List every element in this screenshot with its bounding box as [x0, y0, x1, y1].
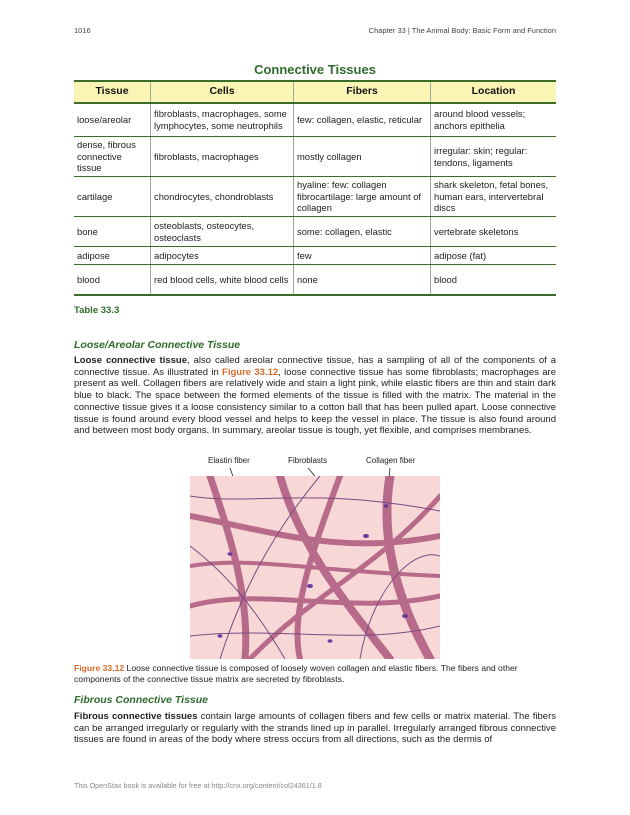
figure-link[interactable]: Figure 33.12	[222, 366, 279, 378]
fibroblast-nucleus	[307, 584, 313, 588]
paragraph-text: , also called areolar connective tissue, has a sampling of all of the components of a connective tissue. As illustrated in	[74, 355, 556, 378]
cell-tissue: dense, fibrous connective tissue	[74, 137, 151, 177]
figure-caption-label: Figure 33.12	[74, 663, 125, 673]
label-elastin-fiber: Elastin fiber	[208, 456, 250, 465]
footer-note: This OpenStax book is available for free at http://cnx.org/content/col24361/1.8	[74, 781, 322, 790]
cell-fibers: few	[294, 247, 431, 265]
cell-fibers: none	[294, 265, 431, 295]
connective-tissues-table	[74, 80, 556, 296]
header-cells: Cells	[151, 81, 294, 103]
header-location: Location	[431, 81, 557, 103]
cell-location: blood	[431, 265, 557, 295]
figure-caption	[74, 663, 556, 685]
cell-cells: osteoblasts, osteocytes, osteoclasts	[151, 217, 294, 247]
header-tissue: Tissue	[74, 81, 151, 103]
fibroblast-nucleus	[218, 634, 223, 638]
table-row	[74, 103, 556, 137]
page-number: 1016	[74, 26, 91, 35]
cell-cells: fibroblasts, macrophages, some lymphocytes, some neutrophils	[151, 103, 294, 137]
figure-loose-connective	[190, 454, 440, 659]
fibroblast-nucleus	[228, 552, 233, 556]
cell-tissue: blood	[74, 265, 151, 295]
cell-location: adipose (fat)	[431, 247, 557, 265]
cell-cells: fibroblasts, macrophages	[151, 137, 294, 177]
cell-location: shark skeleton, fetal bones, human ears, intervertebral discs	[431, 177, 557, 217]
fibroblast-nucleus	[402, 614, 408, 618]
table-row	[74, 247, 556, 265]
paragraph-fibrous	[74, 711, 556, 746]
cell-fibers: few: collagen, elastic, reticular	[294, 103, 431, 137]
table-header-row	[74, 81, 556, 103]
term-fibrous-connective: Fibrous connective tissues	[74, 711, 198, 722]
cell-tissue: loose/areolar	[74, 103, 151, 137]
label-collagen-fiber: Collagen fiber	[366, 456, 416, 465]
paragraph-loose	[74, 355, 556, 437]
cell-cells: chondrocytes, chondroblasts	[151, 177, 294, 217]
cell-cells: adipocytes	[151, 247, 294, 265]
micrograph-illustration	[190, 476, 440, 659]
section-heading-loose: Loose/Areolar Connective Tissue	[74, 339, 241, 351]
cell-location: vertebrate skeletons	[431, 217, 557, 247]
chapter-header: Chapter 33 | The Animal Body: Basic Form and Function	[368, 26, 556, 35]
cell-fibers: hyaline: few: collagen fibrocartilage: large amount of collagen	[294, 177, 431, 217]
table-title: Connective Tissues	[254, 62, 376, 77]
cell-fibers: mostly collagen	[294, 137, 431, 177]
table-row	[74, 177, 556, 217]
paragraph-text: , loose connective tissue has some fibroblasts; macrophages are present as well. Collagen fibers are relatively wide and stain a light pink, while elastic fibers are thin and stain dark blue to black. The space between the formed elements of the tissue is filled with the matrix. The material in the connective tissue gives it a loose consistency similar to a cotton ball that has been pulled apart. Loose connective tissue is found around every blood vessel and helps to keep the vessel in place. The tissue is also found around and between most body organs. In summary, areolar tissue is tough, yet flexible, and comprises membranes.	[74, 366, 557, 437]
table-row	[74, 137, 556, 177]
figure-caption-text: Loose connective tissue is composed of loosely woven collagen and elastic fibers. The fibers and other components of the connective tissue matrix are secreted by fibroblasts.	[74, 663, 518, 684]
table-row	[74, 217, 556, 247]
cell-tissue: bone	[74, 217, 151, 247]
header-fibers: Fibers	[294, 81, 431, 103]
fibroblast-nucleus	[328, 639, 333, 643]
table-row	[74, 265, 556, 295]
fibroblast-nucleus	[363, 534, 369, 538]
section-heading-fibrous: Fibrous Connective Tissue	[74, 694, 209, 706]
cell-tissue: adipose	[74, 247, 151, 265]
cell-location: around blood vessels; anchors epithelia	[431, 103, 557, 137]
fibroblast-nucleus	[384, 504, 389, 508]
cell-cells: red blood cells, white blood cells	[151, 265, 294, 295]
cell-tissue: cartilage	[74, 177, 151, 217]
term-loose-connective: Loose connective tissue	[74, 355, 187, 366]
cell-fibers: some: collagen, elastic	[294, 217, 431, 247]
table-caption: Table 33.3	[74, 305, 120, 316]
paragraph-text: contain large amounts of collagen fibers and few cells or matrix material. The fibers can be arranged irregularly or regularly with the strands lined up in parallel. Irregularly arranged fibrous connective tissues are found in areas of the body where stress occurs from all directions, such as the dermis of	[74, 711, 556, 746]
cell-location: irregular: skin; regular: tendons, ligaments	[431, 137, 557, 177]
label-fibroblasts: Fibroblasts	[288, 456, 328, 465]
